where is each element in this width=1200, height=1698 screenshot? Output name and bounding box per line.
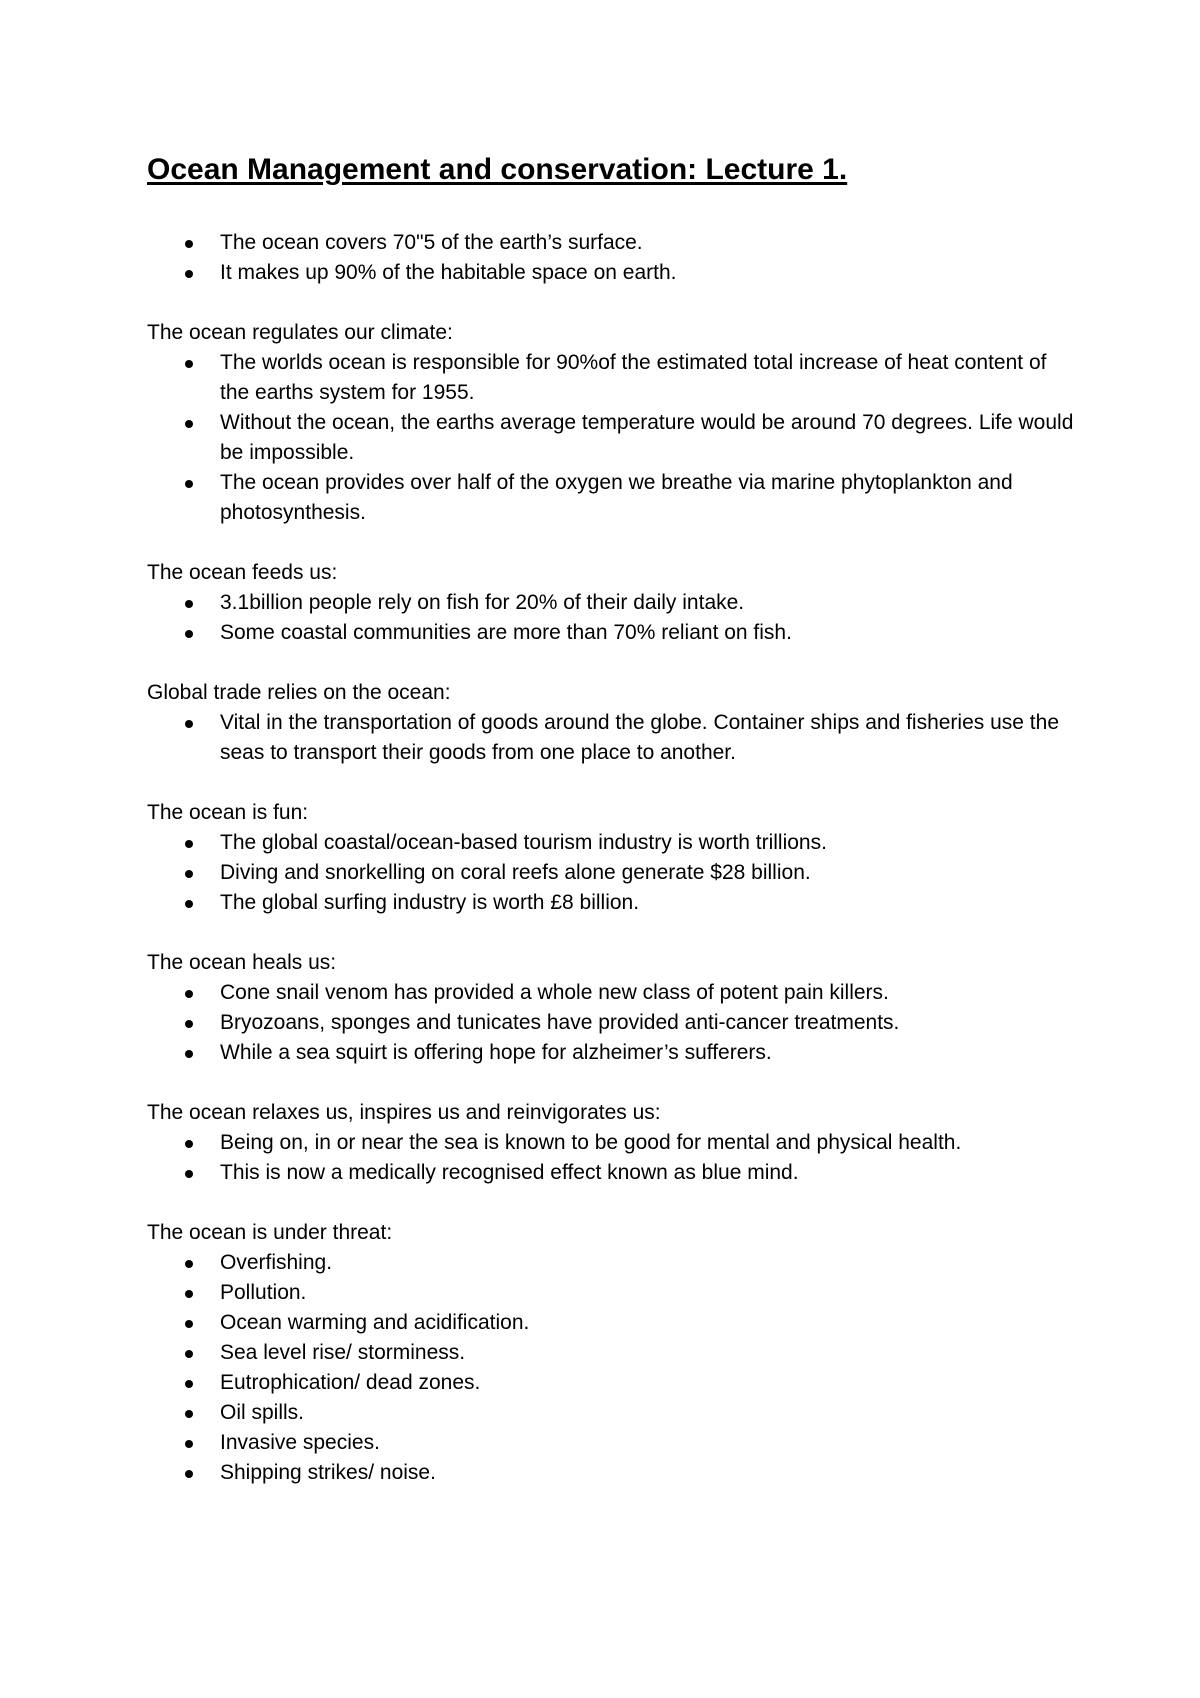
- list-item: [147, 588, 1077, 618]
- bullet-icon: [185, 1320, 193, 1328]
- bullet-icon: [185, 1470, 193, 1478]
- list-item: [147, 408, 1077, 468]
- bullet-list: [147, 348, 1077, 528]
- bullet-text: 3.1billion people rely on fish for 20% of their daily intake.: [220, 591, 745, 614]
- section-feeds: [147, 558, 1077, 648]
- bullet-icon: [185, 420, 193, 428]
- bullet-text: Diving and snorkelling on coral reefs alone generate $28 billion.: [220, 861, 811, 884]
- list-item: [147, 858, 1077, 888]
- list-item: [147, 888, 1077, 918]
- bullet-icon: [185, 600, 193, 608]
- bullet-text: This is now a medically recognised effect known as blue mind.: [220, 1161, 799, 1184]
- bullet-icon: [185, 1170, 193, 1178]
- bullet-icon: [185, 1260, 193, 1268]
- list-item: [147, 1038, 1077, 1068]
- bullet-text: While a sea squirt is offering hope for alzheimer’s sufferers.: [220, 1041, 772, 1064]
- section-fun: [147, 798, 1077, 918]
- list-item: [147, 1278, 1077, 1308]
- bullet-list: [147, 1248, 1077, 1488]
- bullet-text: Without the ocean, the earths average temperature would be around 70 degrees. Life would be impossible.: [220, 411, 1074, 464]
- bullet-icon: [185, 1440, 193, 1448]
- bullet-text: The ocean provides over half of the oxygen we breathe via marine phytoplankton and photosynthesis.: [220, 471, 1013, 524]
- intro-section: [147, 228, 1077, 288]
- list-item: [147, 708, 1077, 768]
- bullet-text: The ocean covers 70"5 of the earth’s surface.: [220, 231, 643, 254]
- bullet-text: Overfishing.: [220, 1251, 333, 1274]
- bullet-list: [147, 978, 1077, 1068]
- list-item: [147, 1128, 1077, 1158]
- bullet-text: Shipping strikes/ noise.: [220, 1461, 436, 1484]
- bullet-text: Invasive species.: [220, 1431, 380, 1454]
- section-heals: [147, 948, 1077, 1068]
- bullet-text: Some coastal communities are more than 70% reliant on fish.: [220, 621, 792, 644]
- bullet-icon: [185, 1410, 193, 1418]
- list-item: [147, 1248, 1077, 1278]
- bullet-text: Ocean warming and acidification.: [220, 1311, 530, 1334]
- bullet-text: It makes up 90% of the habitable space on earth.: [220, 261, 677, 284]
- list-item: [147, 618, 1077, 648]
- section-heading: The ocean regulates our climate:: [147, 321, 453, 344]
- bullet-icon: [185, 480, 193, 488]
- list-item: [147, 1338, 1077, 1368]
- bullet-text: Oil spills.: [220, 1401, 305, 1424]
- bullet-icon: [185, 1050, 193, 1058]
- section-heading: Global trade relies on the ocean:: [147, 681, 451, 704]
- page-title: Ocean Management and conservation: Lecture 1.: [147, 153, 848, 186]
- bullet-icon: [185, 270, 193, 278]
- bullet-text: Sea level rise/ storminess.: [220, 1341, 466, 1364]
- document-body: [147, 150, 1077, 1518]
- list-item: [147, 1458, 1077, 1488]
- bullet-text: Eutrophication/ dead zones.: [220, 1371, 481, 1394]
- bullet-icon: [185, 900, 193, 908]
- section-relaxes: [147, 1098, 1077, 1188]
- bullet-list: [147, 708, 1077, 768]
- intro-bullet-list: [147, 228, 1077, 288]
- list-item: [147, 1308, 1077, 1338]
- list-item: [147, 1008, 1077, 1038]
- section-heading: The ocean relaxes us, inspires us and reinvigorates us:: [147, 1101, 661, 1124]
- bullet-icon: [185, 1020, 193, 1028]
- bullet-icon: [185, 1350, 193, 1358]
- bullet-text: Bryozoans, sponges and tunicates have provided anti-cancer treatments.: [220, 1011, 900, 1034]
- section-trade: [147, 678, 1077, 768]
- bullet-text: Vital in the transportation of goods around the globe. Container ships and fisheries use the seas to transport their goods from one place to another.: [220, 711, 1059, 764]
- bullet-icon: [185, 1380, 193, 1388]
- section-heading: The ocean is fun:: [147, 801, 309, 824]
- section-heading: The ocean feeds us:: [147, 561, 338, 584]
- list-item: [147, 1158, 1077, 1188]
- bullet-text: Being on, in or near the sea is known to be good for mental and physical health.: [220, 1131, 962, 1154]
- list-item: [147, 258, 1077, 288]
- bullet-icon: [185, 1140, 193, 1148]
- list-item: [147, 978, 1077, 1008]
- bullet-list: [147, 828, 1077, 918]
- list-item: [147, 1398, 1077, 1428]
- bullet-list: [147, 588, 1077, 648]
- list-item: [147, 468, 1077, 528]
- bullet-icon: [185, 360, 193, 368]
- bullet-icon: [185, 630, 193, 638]
- list-item: [147, 828, 1077, 858]
- list-item: [147, 348, 1077, 408]
- bullet-icon: [185, 870, 193, 878]
- bullet-text: Pollution.: [220, 1281, 307, 1304]
- list-item: [147, 1368, 1077, 1398]
- bullet-text: The global surfing industry is worth £8 billion.: [220, 891, 640, 914]
- bullet-list: [147, 1128, 1077, 1188]
- bullet-icon: [185, 990, 193, 998]
- bullet-icon: [185, 840, 193, 848]
- bullet-text: Cone snail venom has provided a whole new class of potent pain killers.: [220, 981, 889, 1004]
- bullet-icon: [185, 1290, 193, 1298]
- list-item: [147, 228, 1077, 258]
- bullet-icon: [185, 720, 193, 728]
- section-climate: [147, 318, 1077, 528]
- bullet-text: The worlds ocean is responsible for 90%of the estimated total increase of heat content of the earths system for 1955.: [220, 351, 1047, 404]
- bullet-text: The global coastal/ocean-based tourism industry is worth trillions.: [220, 831, 827, 854]
- section-heading: The ocean is under threat:: [147, 1221, 393, 1244]
- bullet-icon: [185, 240, 193, 248]
- section-threat: [147, 1218, 1077, 1488]
- section-heading: The ocean heals us:: [147, 951, 337, 974]
- list-item: [147, 1428, 1077, 1458]
